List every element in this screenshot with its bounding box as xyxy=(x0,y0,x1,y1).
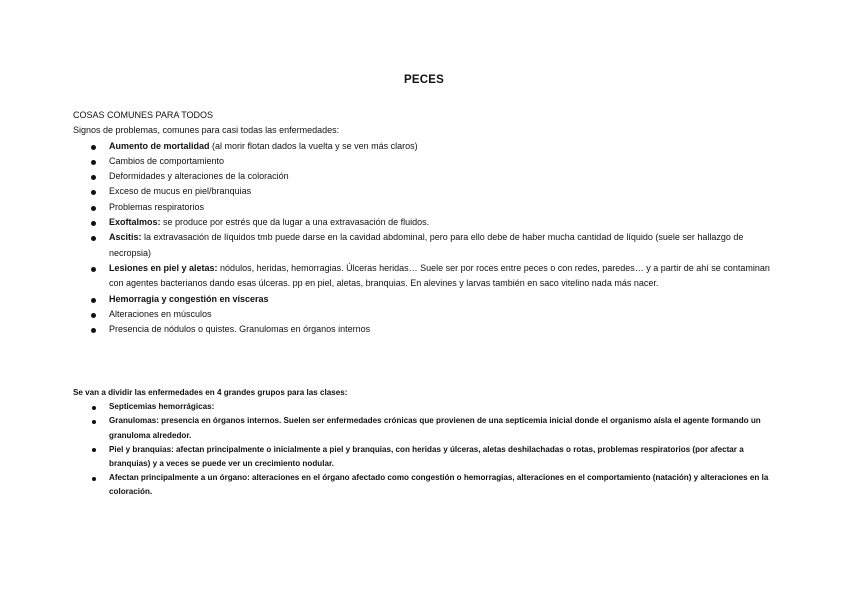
item-bold: Lesiones en piel y aletas: xyxy=(109,262,218,273)
item-bold: Aumento de mortalidad xyxy=(109,140,210,151)
list-item xyxy=(73,261,773,292)
list-item xyxy=(73,184,773,199)
page-title: PECES xyxy=(404,74,444,86)
item-text: presencia en órganos internos. Suelen ser enfermedades crónicas que provienen de una septicemia inicial donde el organismo aísla el agente formando un granuloma alrededor. xyxy=(109,416,761,440)
section-intro: Signos de problemas, comunes para casi todas las enfermedades: xyxy=(73,125,340,136)
section-common-signs xyxy=(73,108,773,337)
list-item xyxy=(73,154,773,169)
item-text: nódulos, heridas, hemorragias. Úlceras heridas… Suele ser por roces entre peces o con redes, paredes… y a partir de ahí se contaminan con agentes bacterianos dando esas úlceras. pp en piel, aletas, branquias. En alevines y larvas también en saco vitelino nada más nacer. xyxy=(109,262,770,289)
item-bold: Exoftalmos: xyxy=(109,217,161,228)
list-item xyxy=(73,322,773,337)
item-text: (al morir flotan dados la vuelta y se ven más claros) xyxy=(209,140,418,151)
item-text: Presencia de nódulos o quistes. Granulomas en órganos internos xyxy=(109,324,371,335)
list-item xyxy=(73,139,773,154)
item-bold: Afectan principalmente a un órgano: xyxy=(109,473,250,483)
section-heading: COSAS COMUNES PARA TODOS xyxy=(73,110,214,120)
item-bold: Ascitis: xyxy=(109,232,142,243)
section-intro: Se van a dividir las enfermedades en 4 grandes grupos para las clases: xyxy=(73,388,348,397)
item-text: Alteraciones en músculos xyxy=(109,308,212,319)
list-item xyxy=(73,400,783,414)
list-item xyxy=(73,169,773,184)
groups-list xyxy=(73,400,783,499)
item-bold: Piel y branquias: xyxy=(109,444,174,454)
item-text: Cambios de comportamiento xyxy=(109,155,225,166)
item-text: alteraciones en el órgano afectado como congestión o hemorragias, alteraciones en el comportamiento (natación) y alteraciones en la coloración. xyxy=(109,473,769,497)
list-item xyxy=(73,230,773,261)
item-bold: Hemorragia y congestión en vísceras xyxy=(109,293,269,304)
list-item xyxy=(73,414,783,442)
section-disease-groups xyxy=(73,386,783,500)
list-item xyxy=(73,200,773,215)
item-text: se produce por estrés que da lugar a una extravasación de fluidos. xyxy=(160,217,430,228)
item-bold: Septicemias hemorrágicas: xyxy=(109,402,215,412)
list-item xyxy=(73,471,783,499)
item-text: Exceso de mucus en piel/branquias xyxy=(109,186,252,197)
list-item xyxy=(73,307,773,322)
list-item xyxy=(73,443,783,471)
signs-list xyxy=(73,139,773,338)
item-text: Deformidades y alteraciones de la coloración xyxy=(109,171,289,182)
list-item xyxy=(73,292,773,307)
item-bold: Granulomas: xyxy=(109,416,159,426)
list-item xyxy=(73,215,773,230)
item-text: Problemas respiratorios xyxy=(109,201,205,212)
item-text: afectan principalmente o inicialmente a piel y branquias, con heridas y úlceras, aletas deshilachadas o rotas, problemas respiratorios (por afectar a branquias) y a veces se puede ver un crecimiento nodular. xyxy=(109,444,744,469)
item-text: la extravasación de líquidos tmb puede darse en la cavidad abdominal, pero para ello debe de haber mucha cantidad de líquido (suele ser hallazgo de necropsia) xyxy=(109,232,744,258)
